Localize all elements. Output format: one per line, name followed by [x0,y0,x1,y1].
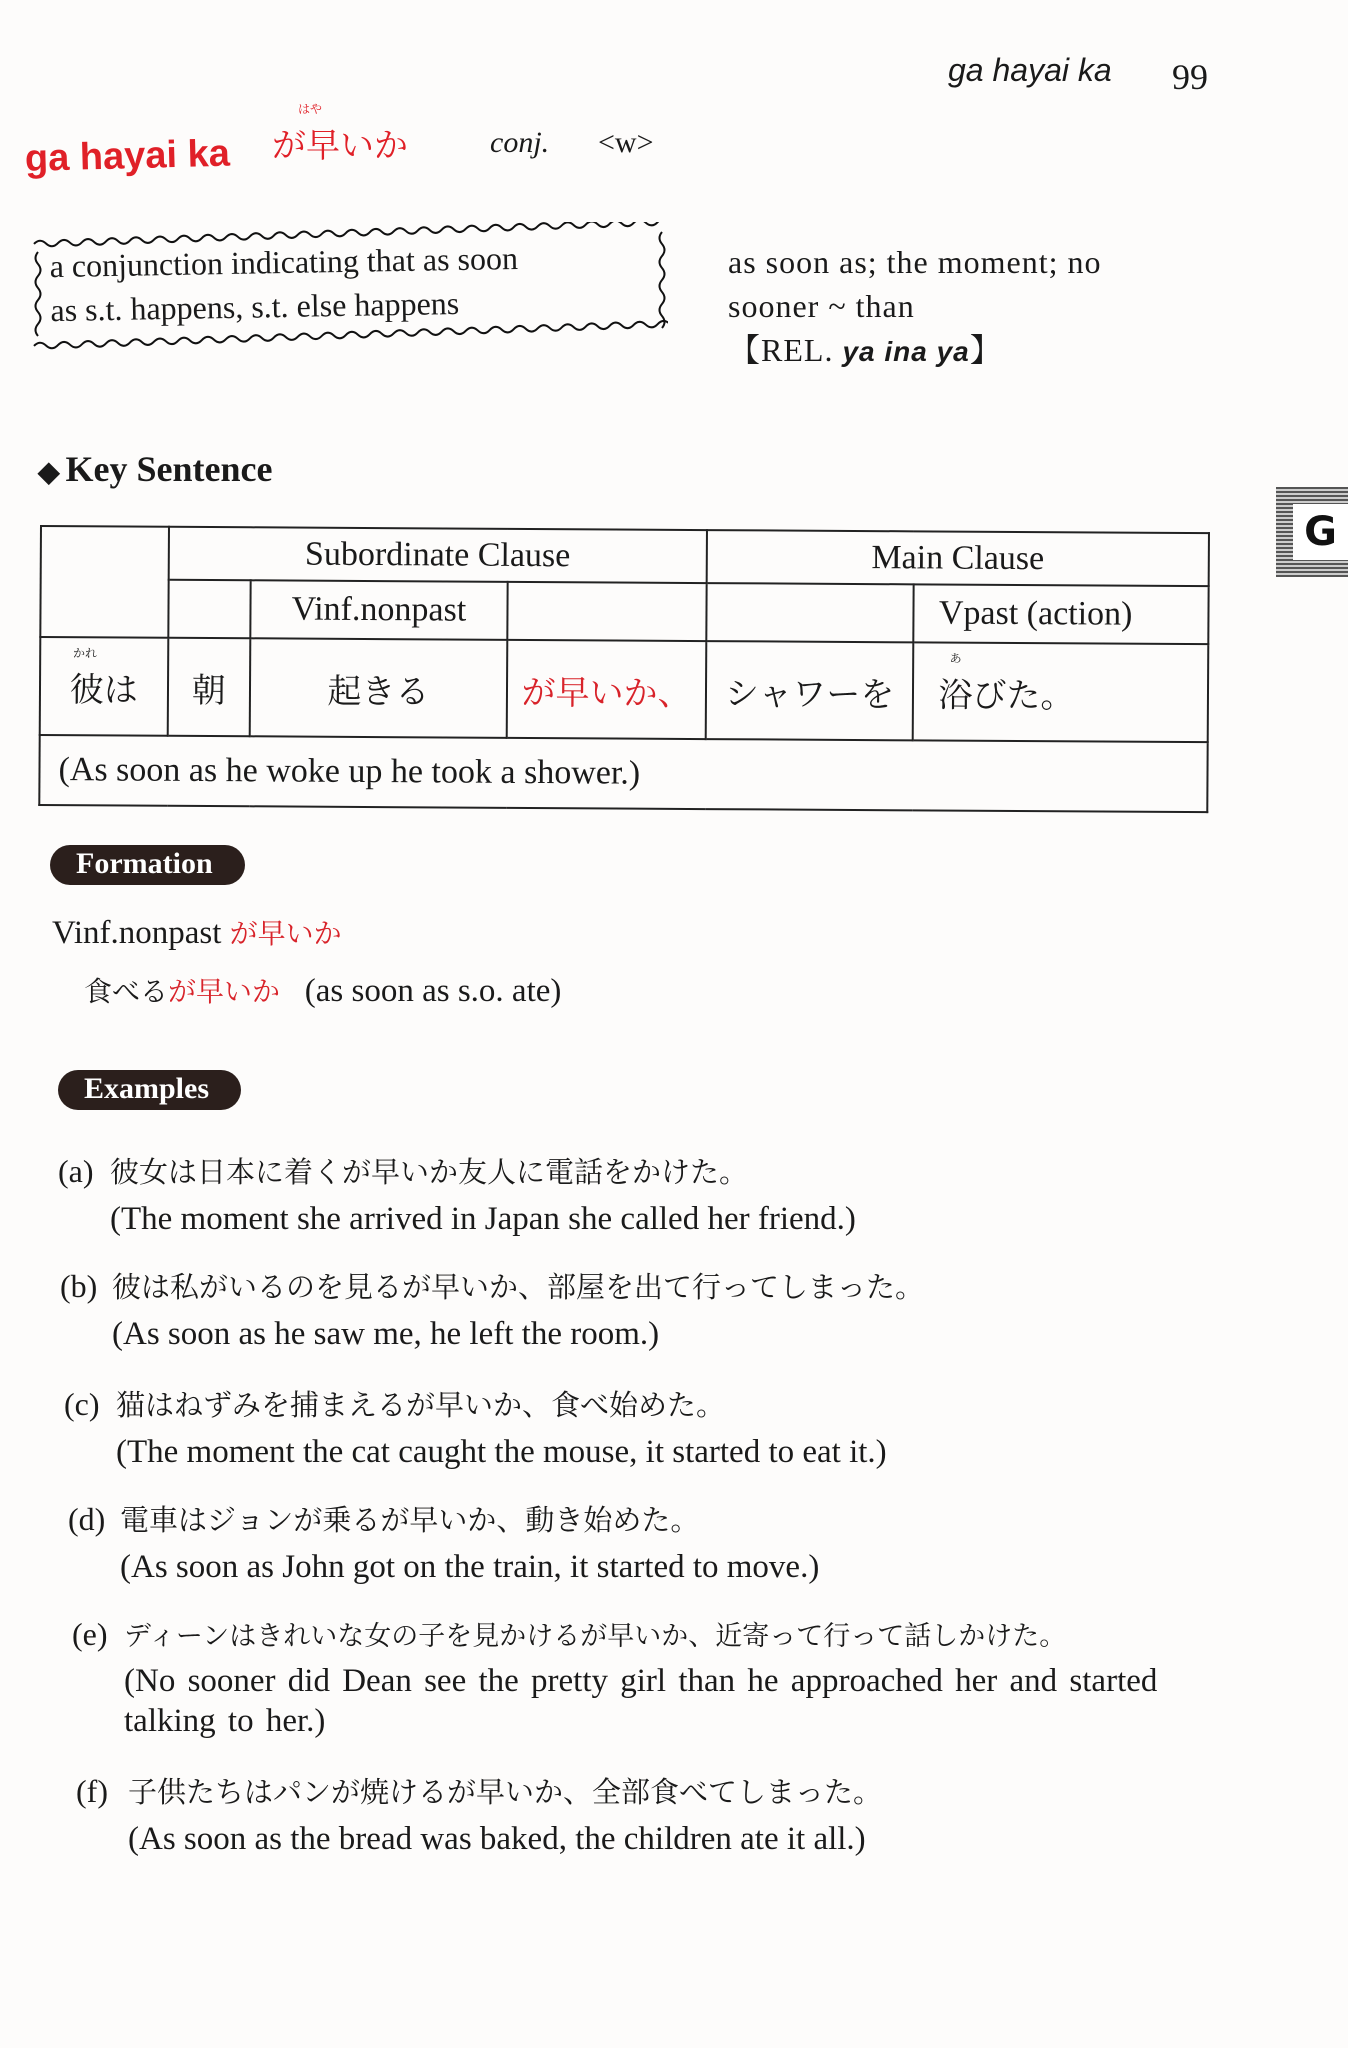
cell-conjunction: が早いか、 [507,640,706,739]
page-number: 99 [1172,57,1208,97]
section-thumb-tab [1276,487,1348,577]
example-jp: 彼は私がいるのを見るが早いか、部屋を出て行ってしまった。 [112,1270,925,1304]
example-label: (b) [60,1268,98,1304]
part-of-speech: conj. [490,126,550,159]
pattern-prefix: Vinf.nonpast [52,915,222,951]
entry-romaji: ga hayai ka [24,132,231,180]
translation-line-2: sooner ~ than [728,288,915,324]
cell-text: 浴びた。 [938,674,1075,716]
related-prefix: 【REL. [728,332,834,368]
definition-box [32,222,668,356]
definition-text [49,236,519,332]
definition-line-1: a conjunction indicating that as soon [49,239,519,285]
examples-label [58,1070,241,1110]
example-en: (The moment the cat caught the mouse, it started to eat it.) [116,1434,887,1470]
related-suffix: 】 [969,332,1003,368]
example-en: (The moment she arrived in Japan she called her friend.) [110,1201,856,1237]
example-en: (as soon as s.o. ate) [304,973,562,1009]
example-label: (d) [68,1501,106,1537]
diamond-icon: ◆ [38,457,60,488]
example-jp: 子供たちはパンが焼けるが早いか、全部食べてしまった。 [128,1775,883,1809]
vpast-header: Vpast (action) [914,584,1209,644]
example-en: (As soon as John got on the train, it started to move.) [120,1549,820,1585]
example-item-a [58,1150,856,1239]
related-reference [728,328,1228,374]
example-item-d [68,1498,819,1587]
example-en: (As soon as he saw me, he left the room.) [112,1316,660,1352]
cell-text: 彼は [69,669,138,711]
empty-header-cell [40,526,168,638]
formation-pattern [52,912,342,952]
subordinate-clause-header: Subordinate Clause [168,527,707,583]
formation-pill: Formation [50,845,245,885]
examples-pill: Examples [58,1070,241,1110]
cell-subject [40,637,168,736]
register-tag: <w> [598,126,654,159]
formation-label [50,845,245,885]
example-label: (e) [72,1616,108,1652]
main-clause-header: Main Clause [707,530,1209,586]
example-jp: 食べる [84,975,169,1008]
empty-cell [508,582,707,641]
cell-main-verb [913,642,1208,742]
key-sentence-translation: (As soon as he woke up he took a shower.) [39,735,1207,812]
cell-verb: 起きる [249,638,507,738]
ruby-text: あ [949,651,962,666]
empty-cell [168,580,250,638]
key-sentence-table [38,525,1210,813]
ruby-text: かれ [73,645,98,660]
example-en: (No sooner did Dean see the pretty girl than he approached her and started talking to her.) [124,1663,1158,1739]
translation-block [728,240,1228,374]
example-label: (f) [76,1773,108,1809]
formation-example [84,970,561,1010]
definition-line-2: as s.t. happens, s.t. else happens [50,284,460,329]
pattern-suffix: が早いか [229,917,342,950]
example-item-c [64,1383,887,1472]
section-letter: G [1293,504,1348,560]
entry-ruby: はや [297,102,322,116]
example-jp: 電車はジョンが乗るが早いか、動き始めた。 [120,1503,700,1537]
example-jp: 彼女は日本に着くが早いか友人に電話をかけた。 [110,1155,749,1189]
cell-time: 朝 [167,638,249,736]
example-jp-red: が早いか [168,975,281,1008]
example-label: (a) [58,1153,94,1189]
related-term: ya ina ya [842,336,970,367]
entry-japanese [272,102,408,167]
example-item-e [72,1614,1222,1741]
entry-japanese-text: が早いか [272,126,408,166]
example-en: (As soon as the bread was baked, the children ate it all.) [128,1821,866,1857]
key-sentence-label: Key Sentence [65,449,273,489]
example-item-f [76,1770,882,1859]
example-jp: 猫はねずみを捕まえるが早いか、食べ始めた。 [116,1388,726,1422]
cell-object: シャワーを [706,641,914,740]
key-sentence-heading [38,448,273,490]
example-jp: ディーンはきれいな女の子を見かけるが早いか、近寄って行って話しかけた。 [124,1621,1067,1652]
example-item-b [60,1265,924,1354]
running-header-title: ga hayai ka [948,52,1112,88]
translation-line-1: as soon as; the moment; no [728,244,1102,280]
example-label: (c) [64,1386,100,1422]
empty-cell [706,583,914,642]
vinf-header: Vinf.nonpast [250,580,508,640]
